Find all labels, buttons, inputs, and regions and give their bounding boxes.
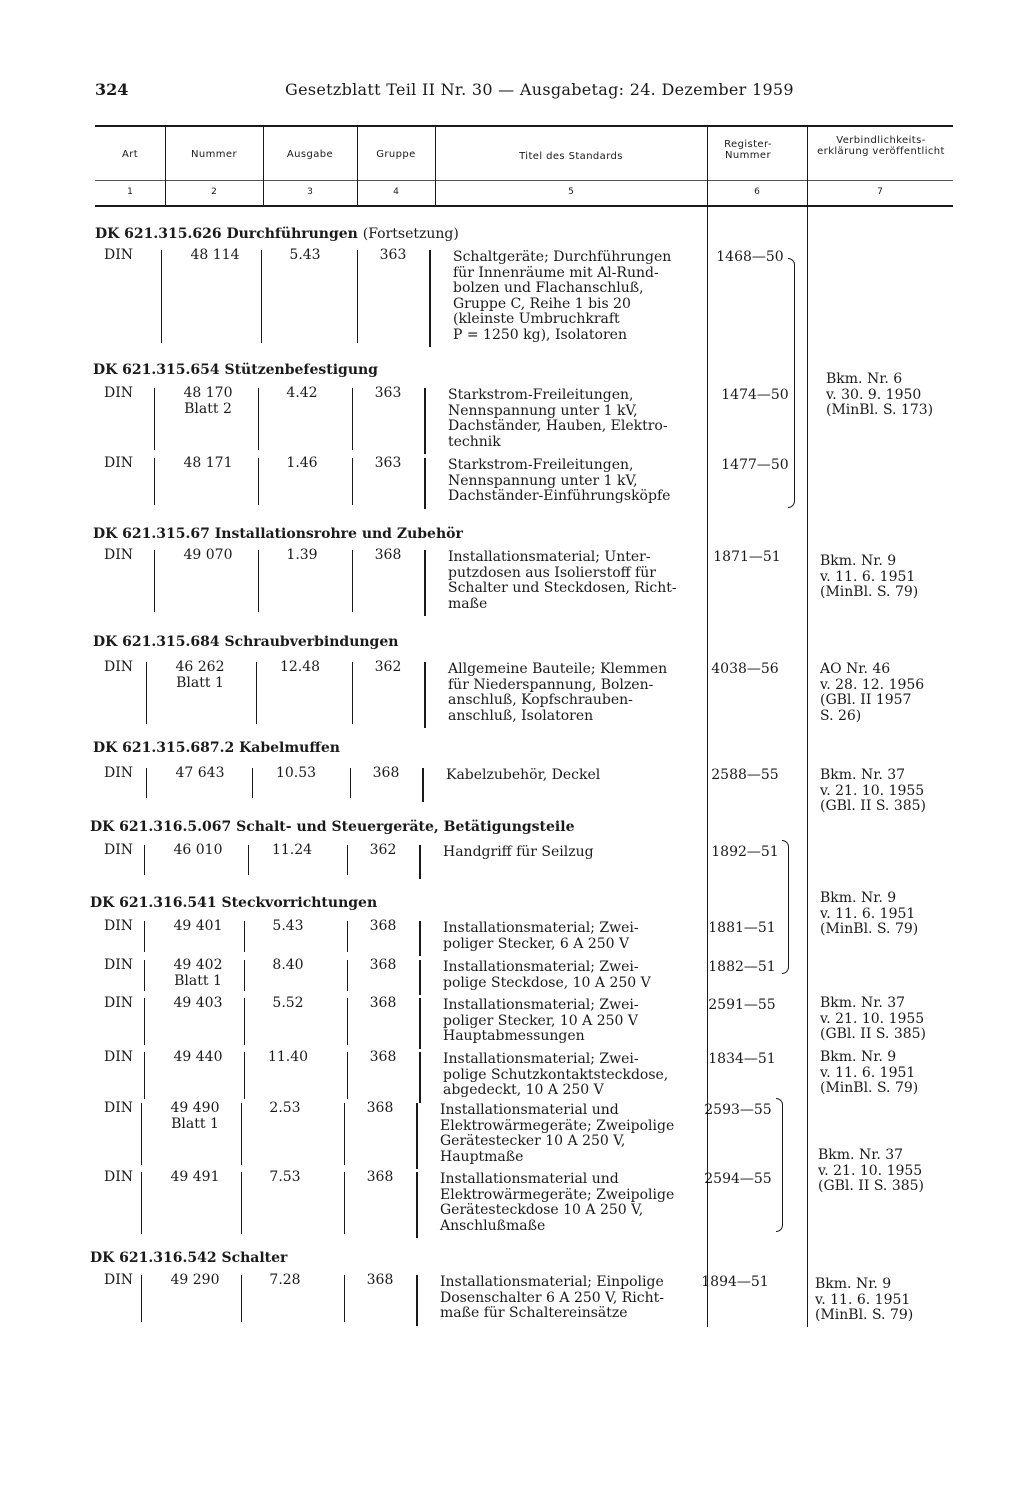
col-header-gruppe: Gruppe (376, 149, 416, 160)
ausgabe-cell: 5.52 (272, 995, 304, 1011)
column-separator (347, 845, 348, 875)
titel-line: Gerätesteckdose 10 A 250 V, (440, 1202, 644, 1218)
art-cell: DIN (104, 455, 134, 471)
running-head: Gesetzblatt Teil II Nr. 30 — Ausgabetag: 24. Dezember 1959 (285, 80, 794, 99)
nummer-cell (138, 919, 258, 935)
column-separator (424, 458, 426, 509)
titel-line: Schalter und Steckdosen, Richt- (448, 580, 677, 596)
column-separator (161, 250, 162, 343)
col-number: 3 (307, 187, 313, 197)
column-separator (429, 250, 431, 347)
table-header (95, 125, 953, 210)
titel-line: Allgemeine Bauteile; Klemmen (448, 661, 668, 677)
column-separator (344, 1103, 345, 1165)
titel-line: Installationsmaterial; Zwei- (443, 1051, 639, 1067)
column-separator (144, 1052, 145, 1099)
verb-line: v. 28. 12. 1956 (820, 676, 925, 693)
titel-line: Installationsmaterial; Unter- (448, 549, 651, 565)
col-header-nummer: Nummer (191, 149, 237, 160)
titel-cell (443, 845, 594, 861)
titel-line: Installationsmaterial und (440, 1102, 619, 1118)
page-number: 324 (95, 80, 129, 99)
nummer-cell (140, 660, 260, 691)
verb-line: v. 21. 10. 1955 (820, 782, 925, 799)
verb-line: Bkm. Nr. 6 (826, 371, 903, 387)
verb-cell (820, 662, 924, 724)
col-number: 7 (877, 187, 883, 197)
header-bottom-rule (95, 205, 953, 207)
gruppe-cell: 368 (369, 957, 397, 973)
verb-line: (MinBl. S. 79) (815, 1307, 914, 1323)
ausgabe-cell: 5.43 (289, 247, 321, 263)
column-separator (422, 768, 424, 802)
column-separator (244, 1052, 245, 1099)
section-heading: DK 621.316.5.067 Schalt- und Steuergeräte, Betätigungsteile (90, 819, 575, 835)
verb-cell (815, 1277, 913, 1324)
column-separator (241, 1275, 242, 1322)
column-separator (154, 550, 155, 612)
verb-line: v. 30. 9. 1950 (826, 386, 922, 403)
ausgabe-cell: 11.40 (267, 1049, 309, 1065)
titel-cell (440, 1172, 674, 1234)
column-separator (350, 768, 351, 798)
column-separator (419, 1052, 421, 1103)
column-separator (424, 550, 426, 616)
titel-line: Elektrowärmegeräte; Zweipolige (440, 1186, 675, 1203)
nummer-cell (135, 1101, 255, 1132)
art-cell: DIN (104, 957, 134, 973)
column-separator (357, 250, 358, 343)
nummer-cell (138, 996, 258, 1012)
register-cell: 1871—51 (713, 549, 781, 565)
verb-line: (MinBl. S. 173) (826, 402, 934, 418)
gruppe-cell: 368 (369, 918, 397, 934)
ausgabe-cell: 7.28 (269, 1272, 301, 1288)
nummer-line: Blatt 1 (176, 674, 224, 691)
register-cell: 2591—55 (708, 997, 776, 1013)
group-brace (782, 840, 789, 974)
column-separator (141, 1172, 142, 1234)
titel-line: Gerätestecker 10 A 250 V, (440, 1133, 626, 1149)
titel-line: für Innenräume mit Al-Rund- (453, 264, 659, 281)
column-separator (154, 388, 155, 450)
verb-column-rule (807, 207, 808, 1327)
titel-line: Installationsmaterial; Zwei- (443, 997, 639, 1013)
col-header-titel: Titel des Standards (519, 151, 623, 162)
column-separator (144, 960, 145, 991)
titel-cell (448, 388, 668, 450)
verb-line: (GBl. II S. 385) (820, 1026, 926, 1042)
titel-line: Dosenschalter 6 A 250 V, Richt- (440, 1289, 664, 1306)
titel-line: Elektrowärmegeräte; Zweipolige (440, 1117, 675, 1134)
nummer-cell (148, 548, 268, 564)
column-separator (244, 998, 245, 1045)
titel-line: Gruppe C, Reihe 1 bis 20 (453, 295, 631, 312)
titel-cell (440, 1103, 674, 1165)
column-separator (352, 662, 353, 724)
gruppe-cell: 362 (369, 842, 397, 858)
column-separator (141, 1103, 142, 1165)
verb-line: Bkm. Nr. 37 (818, 1147, 904, 1163)
verb-line: Bkm. Nr. 9 (820, 553, 897, 569)
nummer-line: Blatt 1 (174, 972, 222, 989)
gruppe-cell: 363 (374, 455, 402, 471)
verb-line: Bkm. Nr. 37 (820, 767, 906, 783)
nummer-line: 49 403 (173, 995, 223, 1011)
titel-line: P = 1250 kg), Isolatoren (453, 326, 627, 343)
titel-line: maße für Schaltereinsätze (440, 1305, 628, 1321)
col-number: 5 (568, 187, 574, 197)
section-heading: DK 621.316.542 Schalter (90, 1250, 288, 1266)
column-separator (241, 1103, 242, 1165)
titel-line: (kleinste Umbruchkraft (453, 311, 620, 327)
titel-line: Handgriff für Seilzug (443, 844, 594, 860)
gruppe-cell: 368 (369, 1049, 397, 1065)
column-separator (244, 921, 245, 952)
nummer-line: 48 170 (183, 385, 233, 401)
titel-line: anschluß, Isolatoren (448, 707, 594, 724)
register-cell: 1892—51 (711, 844, 779, 860)
column-separator (146, 662, 147, 724)
titel-line: Starkstrom-Freileitungen, (448, 387, 634, 403)
ausgabe-cell: 8.40 (272, 957, 304, 973)
nummer-line: 49 491 (170, 1169, 220, 1185)
titel-line: Installationsmaterial und (440, 1171, 619, 1187)
titel-line: Nennspannung unter 1 kV, (448, 472, 638, 489)
col-number: 4 (393, 187, 399, 197)
group-verb (818, 1148, 924, 1195)
nummer-cell (138, 843, 258, 859)
titel-cell (440, 1275, 664, 1322)
column-separator (416, 1103, 418, 1169)
register-cell: 1468—50 (716, 249, 784, 265)
column-separator (347, 998, 348, 1045)
art-cell: DIN (104, 918, 134, 934)
ausgabe-cell: 10.53 (275, 765, 317, 781)
register-cell: 1477—50 (721, 457, 789, 473)
art-cell: DIN (104, 765, 134, 781)
ausgabe-cell: 2.53 (269, 1100, 301, 1116)
titel-line: Kabelzubehör, Deckel (446, 767, 601, 783)
col-header-register: Register-Nummer (724, 139, 772, 161)
column-separator (146, 768, 147, 798)
gruppe-cell: 363 (379, 247, 407, 263)
column-separator (241, 1172, 242, 1234)
titel-line: polige Steckdose, 10 A 250 V (443, 974, 651, 991)
section-heading: DK 621.315.654 Stützenbefestigung (93, 362, 378, 378)
titel-line: Installationsmaterial; Einpolige (440, 1274, 664, 1290)
titel-line: Nennspannung unter 1 kV, (448, 402, 638, 419)
nummer-cell (138, 958, 258, 989)
art-cell: DIN (104, 385, 134, 401)
column-separator (248, 845, 249, 875)
column-separator (252, 768, 253, 798)
gruppe-cell: 363 (374, 385, 402, 401)
table-top-rule (95, 125, 953, 127)
ausgabe-cell: 12.48 (279, 659, 321, 675)
verb-cell (820, 554, 918, 601)
column-separator (344, 1172, 345, 1234)
verb-line: v. 11. 6. 1951 (820, 568, 916, 585)
titel-line: Anschlußmaße (440, 1217, 546, 1234)
nummer-cell (148, 386, 268, 417)
nummer-cell (155, 248, 275, 264)
nummer-cell (138, 1050, 258, 1066)
register-cell: 2588—55 (711, 767, 779, 783)
group-verb (820, 891, 918, 938)
column-separator (261, 250, 262, 343)
verb-line: Bkm. Nr. 9 (820, 1049, 897, 1065)
titel-line: Installationsmaterial; Zwei- (443, 920, 639, 936)
titel-cell (448, 458, 670, 505)
titel-line: anschluß, Kopfschrauben- (448, 692, 633, 708)
column-separator (419, 998, 421, 1049)
column-separator (352, 458, 353, 505)
nummer-line: 49 401 (173, 918, 223, 934)
verb-line: (MinBl. S. 79) (820, 921, 919, 937)
nummer-cell (135, 1273, 255, 1289)
verb-line: Bkm. Nr. 9 (815, 1276, 892, 1292)
column-separator (144, 921, 145, 952)
titel-line: Hauptmaße (440, 1148, 524, 1165)
verb-line: (MinBl. S. 79) (820, 584, 919, 600)
titel-line: polige Schutzkontaktsteckdose, (443, 1066, 669, 1083)
nummer-line: 47 643 (175, 765, 225, 781)
verb-line: (GBl. II S. 385) (820, 798, 926, 814)
verb-line: v. 21. 10. 1955 (818, 1162, 923, 1179)
titel-line: poliger Stecker, 6 A 250 V (443, 935, 630, 952)
col-number: 1 (127, 187, 133, 197)
column-separator (419, 921, 421, 956)
section-heading: DK 621.316.541 Steckvorrichtungen (90, 895, 378, 911)
titel-line: technik (448, 433, 501, 450)
nummer-line: Blatt 1 (171, 1115, 219, 1132)
register-cell: 1474—50 (721, 387, 789, 403)
register-cell: 2593—55 (704, 1102, 772, 1118)
nummer-line: 49 290 (170, 1272, 220, 1288)
column-separator (258, 458, 259, 505)
titel-line: abgedeckt, 10 A 250 V (443, 1082, 604, 1098)
verb-cell (820, 768, 926, 815)
column-separator (258, 388, 259, 450)
group-brace (776, 1098, 783, 1232)
gruppe-cell: 368 (366, 1272, 394, 1288)
column-separator (424, 662, 426, 728)
column-separator (347, 921, 348, 952)
gruppe-cell: 368 (366, 1169, 394, 1185)
titel-line: bolzen und Flachanschluß, (453, 280, 644, 296)
nummer-cell (148, 456, 268, 472)
art-cell: DIN (104, 659, 134, 675)
column-separator (352, 388, 353, 450)
titel-cell (448, 550, 677, 612)
nummer-line: 48 171 (183, 455, 233, 471)
titel-cell (453, 250, 671, 343)
titel-line: Hauptabmessungen (443, 1028, 585, 1044)
nummer-line: 48 114 (190, 247, 240, 263)
art-cell: DIN (104, 842, 134, 858)
column-separator (424, 388, 426, 454)
verb-line: S. 26) (820, 707, 862, 724)
column-separator (256, 662, 257, 724)
art-cell: DIN (104, 247, 134, 263)
nummer-line: Blatt 2 (184, 400, 232, 417)
titel-line: Dachständer, Hauben, Elektro- (448, 418, 668, 434)
art-cell: DIN (104, 995, 134, 1011)
verb-line: (GBl. II S. 385) (818, 1178, 924, 1194)
nummer-cell (140, 766, 260, 782)
verb-line: Bkm. Nr. 9 (820, 890, 897, 906)
titel-line: putzdosen aus Isolierstoff für (448, 564, 656, 581)
col-header-art: Art (121, 149, 139, 160)
gruppe-cell: 362 (374, 659, 402, 675)
column-separator (419, 845, 421, 879)
nummer-line: 49 490 (170, 1100, 220, 1116)
titel-line: Starkstrom-Freileitungen, (448, 457, 634, 473)
gruppe-cell: 368 (374, 547, 402, 563)
titel-cell (448, 662, 667, 724)
column-separator (154, 458, 155, 505)
titel-line: poliger Stecker, 10 A 250 V (443, 1012, 639, 1029)
titel-line: Dachständer-Einführungsköpfe (448, 488, 671, 504)
art-cell: DIN (104, 547, 134, 563)
ausgabe-cell: 4.42 (286, 385, 318, 401)
column-separator (244, 960, 245, 991)
titel-cell (446, 768, 600, 784)
gruppe-cell: 368 (369, 995, 397, 1011)
ausgabe-cell: 11.24 (271, 842, 313, 858)
col-header-verbindlichkeit: Verbindlichkeits-erklärung veröffentlicht (817, 135, 945, 157)
column-separator (416, 1172, 418, 1238)
ausgabe-cell: 1.46 (286, 455, 318, 471)
column-separator (258, 550, 259, 612)
column-separator (352, 550, 353, 612)
section-heading: DK 621.315.67 Installationsrohre und Zubehör (93, 526, 463, 542)
ausgabe-cell: 1.39 (286, 547, 318, 563)
verb-line: v. 11. 6. 1951 (820, 905, 916, 922)
gruppe-cell: 368 (366, 1100, 394, 1116)
titel-cell (443, 1052, 668, 1099)
col-number: 6 (754, 187, 760, 197)
verb-line: (MinBl. S. 79) (820, 1080, 919, 1096)
page-header (0, 0, 1024, 120)
verb-line: Bkm. Nr. 37 (820, 995, 906, 1011)
nummer-line: 49 402 (173, 957, 223, 973)
nummer-line: 49 070 (183, 547, 233, 563)
group-verb (826, 372, 933, 419)
verb-line: v. 21. 10. 1955 (820, 1010, 925, 1027)
verb-cell (820, 996, 926, 1043)
register-cell: 4038—56 (711, 661, 779, 677)
nummer-line: 46 262 (175, 659, 225, 675)
titel-line: für Niederspannung, Bolzen- (448, 676, 654, 693)
column-separator (144, 998, 145, 1045)
art-cell: DIN (104, 1272, 134, 1288)
ausgabe-cell: 7.53 (269, 1169, 301, 1185)
column-separator (144, 845, 145, 875)
nummer-line: 46 010 (173, 842, 223, 858)
column-separator (347, 960, 348, 991)
section-heading-text: DK 621.315.626 Durchführungen (95, 226, 358, 242)
nummer-cell (135, 1170, 255, 1186)
verb-cell (820, 1050, 918, 1097)
nummer-line: 49 440 (173, 1049, 223, 1065)
art-cell: DIN (104, 1169, 134, 1185)
titel-cell (443, 998, 639, 1045)
ausgabe-cell: 5.43 (272, 918, 304, 934)
titel-cell (443, 921, 639, 952)
column-separator (347, 1052, 348, 1099)
register-cell: 1894—51 (701, 1274, 769, 1290)
register-cell: 1882—51 (708, 959, 776, 975)
titel-line: Installationsmaterial; Zwei- (443, 959, 639, 975)
column-separator (141, 1275, 142, 1322)
section-heading-sub: (Fortsetzung) (362, 226, 459, 242)
verb-line: AO Nr. 46 (820, 661, 891, 677)
titel-line: Schaltgeräte; Durchführungen (453, 249, 672, 265)
group-brace (788, 258, 795, 508)
verb-line: v. 11. 6. 1951 (820, 1064, 916, 1081)
titel-line: maße (448, 595, 488, 612)
art-cell: DIN (104, 1100, 134, 1116)
titel-cell (443, 960, 651, 991)
column-separator (419, 960, 421, 995)
section-heading: DK 621.315.684 Schraubverbindungen (93, 634, 399, 650)
section-heading: DK 621.315.687.2 Kabelmuffen (93, 740, 340, 756)
header-mid-rule (95, 180, 953, 181)
column-separator (344, 1275, 345, 1322)
column-separator (416, 1275, 418, 1326)
register-column-rule (707, 207, 708, 1327)
register-cell: 1881—51 (708, 920, 776, 936)
verb-line: v. 11. 6. 1951 (815, 1291, 911, 1308)
col-header-ausgabe: Ausgabe (286, 149, 334, 160)
art-cell: DIN (104, 1049, 134, 1065)
col-number: 2 (211, 187, 217, 197)
section-heading (95, 226, 459, 242)
register-cell: 1834—51 (708, 1051, 776, 1067)
verb-line: (GBl. II 1957 (820, 692, 912, 708)
gruppe-cell: 368 (372, 765, 400, 781)
register-cell: 2594—55 (704, 1171, 772, 1187)
